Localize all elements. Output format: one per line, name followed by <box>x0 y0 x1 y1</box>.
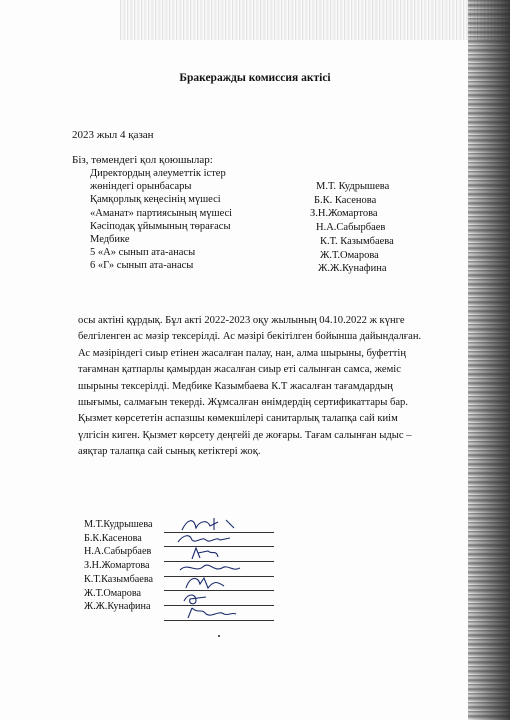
signatories-list <box>84 518 153 614</box>
member-name: М.Т. Кудрышева <box>316 181 390 192</box>
member-name: Ж.Т.Омарова <box>320 249 379 261</box>
role-line: «Аманат» партиясының мүшесі <box>90 207 233 219</box>
body-line: үлгісін киген. Қызмет көрсету деңгейі де жоғары. Тағам салынған ыдыс – <box>78 429 412 441</box>
body-line: шығымы, салмағын текерді. Жұмсалған өнімдердің сертификаттары бар. <box>78 397 408 409</box>
document-title: Бракеражды комиссия актісі <box>179 72 331 84</box>
roles-list <box>90 167 232 273</box>
member-names-list <box>310 180 394 276</box>
body-line: шырыны тексерілді. Медбике Казымбаева К.Т жасалған тағамдардың <box>78 380 393 392</box>
role-line: 6 «Г» сынып ата-анасы <box>90 260 194 272</box>
signatory-name: Ж.Ж.Кунафина <box>84 601 151 613</box>
handwritten-signature-icon <box>174 604 244 622</box>
intro-line: Біз, төмендегі қол қоюшылар: <box>72 154 213 166</box>
member-name: Б.К. Касенова <box>314 194 377 206</box>
signatory-name: З.Н.Жомартова <box>84 560 150 572</box>
body-line: Ас мәзіріндегі сиыр етінен жасалған палау, нан, алма шырыны, буфеттің <box>78 347 406 359</box>
signatory-name: Б.К.Касенова <box>84 532 142 544</box>
body-line: осы актіні құрдық. Бұл акті 2022-2023 оқу жылының 04.10.2022 ж күнге <box>78 315 405 326</box>
signature-line <box>164 606 274 621</box>
member-name: Ж.Ж.Кунафина <box>318 263 387 275</box>
signatory-name: М.Т.Кудрышева <box>84 519 153 530</box>
role-line: 5 «А» сынып ата-анасы <box>90 247 196 259</box>
signature-lines <box>164 518 274 621</box>
role-line: Медбике <box>90 234 130 246</box>
body-line: Қызмет көрсететін аспазшы көмекшілері санитарлық талапқа сай киім <box>78 413 398 425</box>
scan-speck <box>218 635 220 637</box>
body-line: белгіленген ас мәзір тексерілді. Ас мәзірі бекітілген бойынша дайындалған. <box>78 331 422 343</box>
act-body-text <box>78 313 483 461</box>
body-line: тағамнан қатпарлы қамырдан жасалған сиыр еті салынған самса, жеміс <box>78 364 401 376</box>
signatory-name: Ж.Т.Омарова <box>84 587 142 599</box>
role-line: Кәсіподақ ұйымының төрағасы <box>90 220 231 232</box>
signatory-name: К.Т.Казымбаева <box>84 573 154 585</box>
document-date: 2023 жыл 4 қазан <box>72 129 154 141</box>
member-name: Н.А.Сабырбаев <box>316 222 386 234</box>
role-line: Директордың әлеуметтік істер <box>90 168 226 179</box>
member-name: З.Н.Жомартова <box>310 208 378 220</box>
signatory-name: Н.А.Сабырбаев <box>84 546 152 558</box>
role-line: Қамқорлық кеңесінің мүшесі <box>90 194 221 206</box>
member-name: К.Т. Казымбаева <box>320 235 394 247</box>
body-line: аяқтар талапқа сай сынық кетіктері жоқ. <box>78 446 261 458</box>
scan-artifact-top <box>120 0 510 40</box>
role-line: жөніндегі орынбасары <box>90 181 192 193</box>
